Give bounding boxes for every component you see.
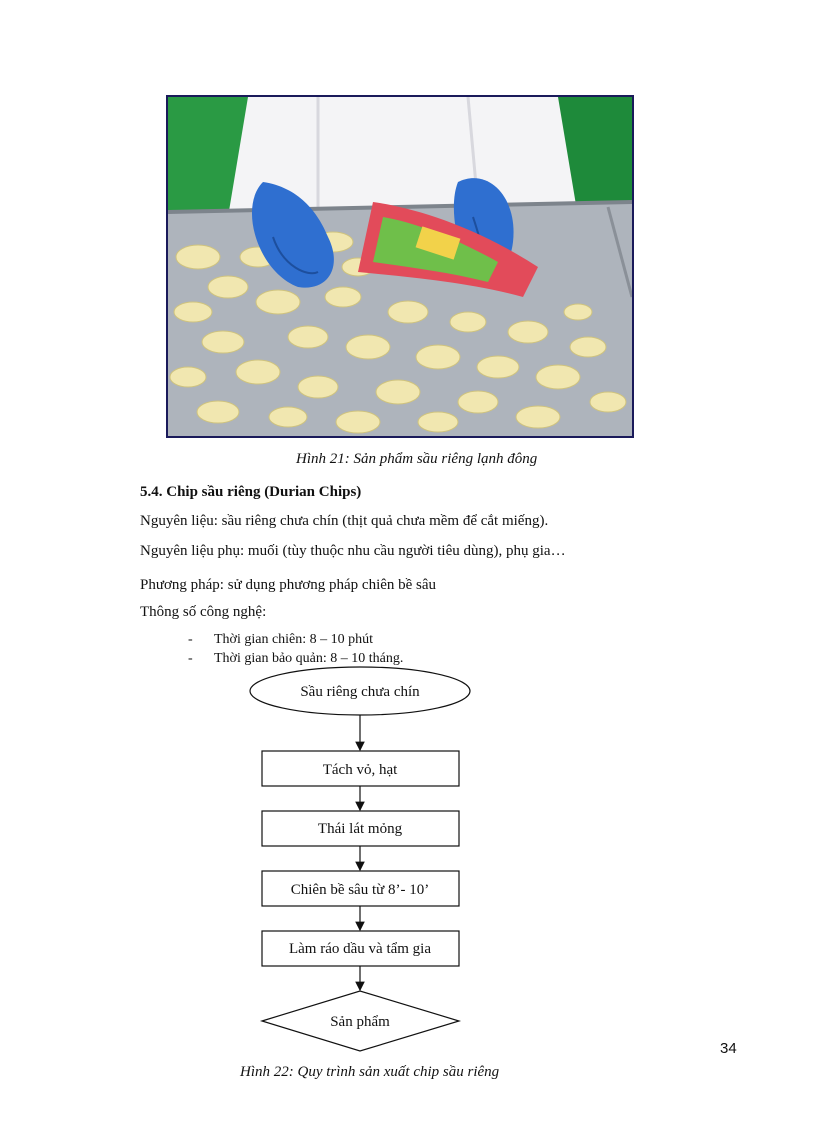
flow-start-label: Sầu riêng chưa chín — [300, 684, 420, 700]
method-text: Phương pháp: sử dụng phương pháp chiên bề sâu — [140, 577, 437, 593]
param-text: Thời gian bảo quản: 8 – 10 tháng. — [214, 651, 404, 666]
params-title: Thông số công nghệ: — [140, 604, 267, 620]
flow-step-label: Thái lát mỏng — [317, 821, 403, 837]
param-text: Thời gian chiên: 8 – 10 phút — [214, 632, 374, 647]
flow-step-label: Chiên bề sâu từ 8’- 10’ — [290, 882, 430, 898]
section-heading: 5.4. Chip sầu riêng (Durian Chips) — [140, 484, 362, 500]
flow-end-label: Sản phẩm — [330, 1014, 390, 1030]
bullet-dash: - — [188, 651, 193, 666]
flow-step-label: Làm ráo dầu và tẩm gia — [288, 941, 432, 957]
page-number: 34 — [720, 1040, 737, 1057]
bullet-dash: - — [188, 632, 193, 647]
figure-21-caption: Hình 21: Sản phẩm sầu riêng lạnh đông — [296, 451, 538, 467]
flow-step-label: Tách vỏ, hạt — [322, 762, 398, 778]
ingredients-text: Nguyên liệu: sầu riêng chưa chín (thịt quả chưa mềm để cắt miếng). — [140, 513, 549, 529]
additives-text: Nguyên liệu phụ: muối (tùy thuộc nhu cầu người tiêu dùng), phụ gia… — [140, 543, 566, 559]
figure-22-caption: Hình 22: Quy trình sản xuất chip sầu riêng — [240, 1064, 500, 1080]
